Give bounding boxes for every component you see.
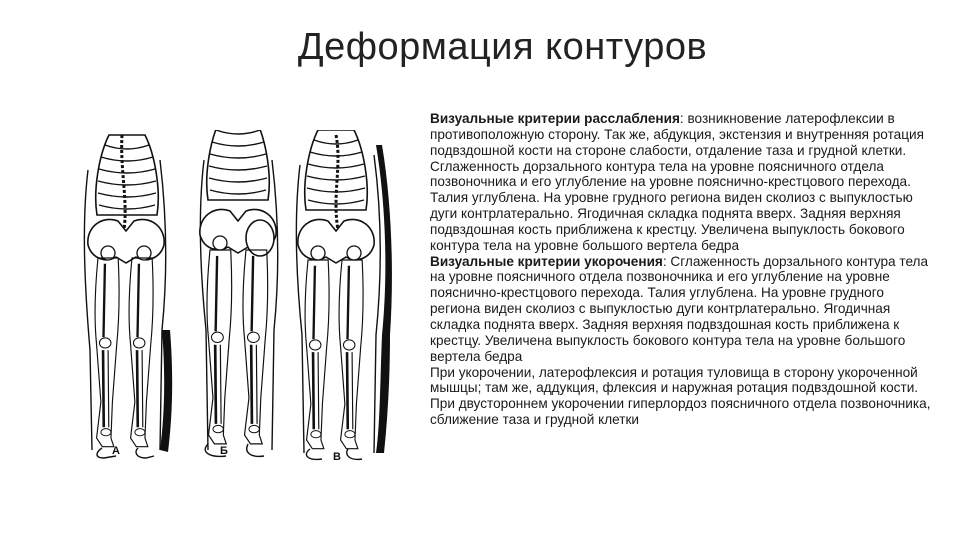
relaxation-criteria-heading: Визуальные критерии расслабления: [430, 111, 680, 126]
figure-label-a: А: [112, 445, 120, 457]
figure-label-b: Б: [220, 445, 228, 457]
anatomy-illustration: [70, 130, 410, 465]
shortening-criteria-body: : Сглаженность дорзального контура тела на уровне поясничного отдела позвоночника и его углубление на уровне пояснично-крестцового перехода. Талия углублена. На уровне грудного региона виден сколиоз с выпуклостью дуги контрлатерально. Ягодичная складка поднята вверх. Задняя верхняя подвздошная кость приближена к крестцу. Увеличена выпуклость бокового контура тела на уровне большого вертела бедра: [430, 253, 929, 364]
relaxation-criteria-body: : возникновение латерофлексии в противоположную сторону. Так же, абдукция, экстензия и внутренняя ротация подвздошной кости на стороне слабости, отдаление таза и грудной клетки. Сглаженность дорзального контура тела на уровне поясничного отдела позвоночника и его углубление на уровне пояснично-крестцового перехода. Талия углублена. На уровне грудного региона виден сколиоз с выпуклостью дуги контрлатерально. Ягодичная складка поднята вверх. Задняя верхняя подвздошная кость приближена к крестцу. Увеличена выпуклость бокового контура тела на уровне большого вертела бедра: [430, 111, 924, 253]
figure-label-c: В: [333, 451, 341, 463]
relaxation-criteria-paragraph: [430, 111, 935, 254]
criteria-text: [430, 111, 935, 428]
shortening-criteria-paragraph: [430, 254, 935, 365]
shortening-effects-paragraph: При укорочении, латерофлексия и ротация туловища в сторону укороченной мышцы; там же, аддукция, флексия и наружная ротация подвздошной кости. При двустороннем укорочении гиперлордоз поясничного отдела позвоночника, сближение таза и грудной клетки: [430, 364, 931, 428]
figure-a: [84, 135, 172, 458]
slide-title: Деформация контуров: [297, 26, 708, 68]
figure-b: [200, 130, 278, 456]
shortening-criteria-heading: Визуальные критерии укорочения: [430, 253, 663, 269]
figure-c: [296, 130, 392, 459]
